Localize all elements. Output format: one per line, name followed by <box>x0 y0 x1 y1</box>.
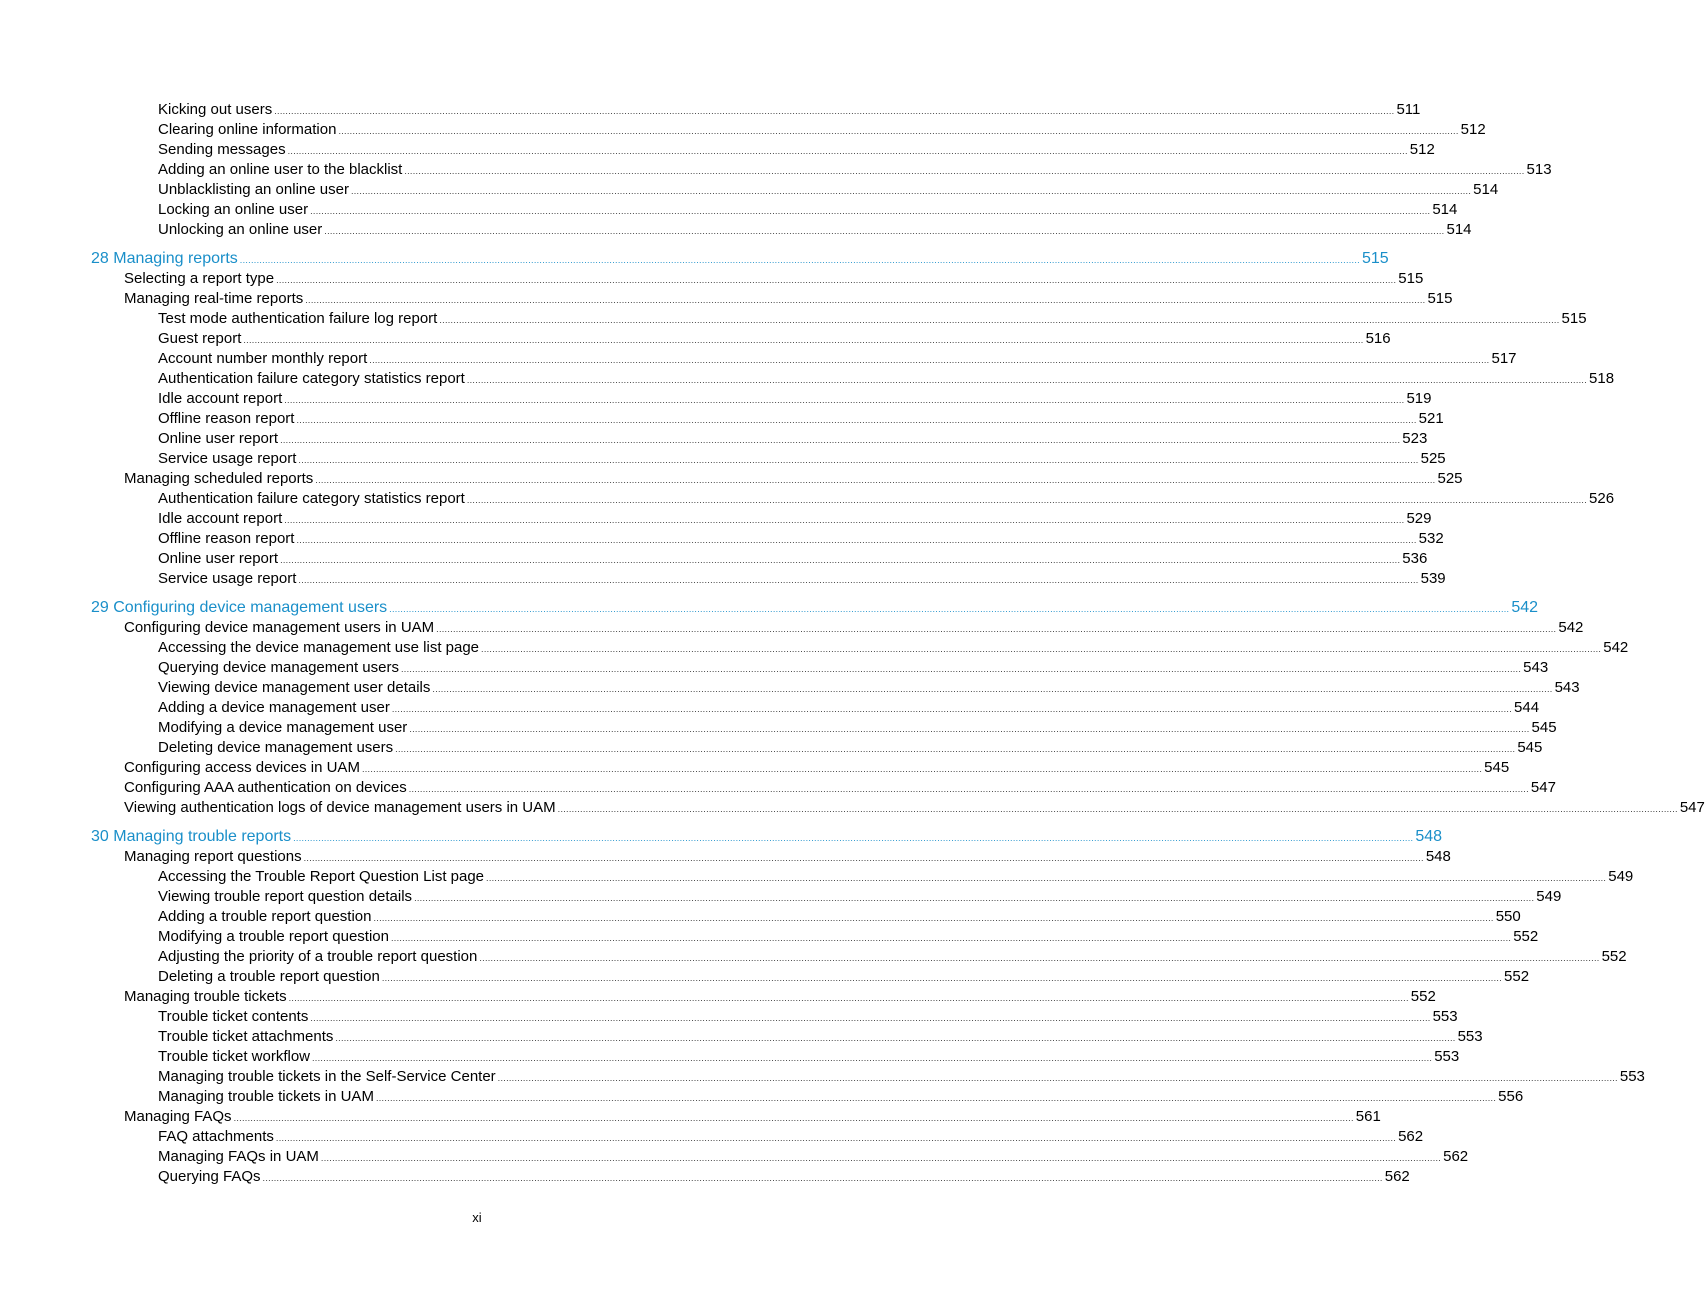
toc-leader-dots: ................................................................................................................................................................................................................................................................................................................................................................................................................ <box>481 644 1602 654</box>
toc-leader-dots: ................................................................................................................................................................................................................................................................................................................................................................................................................ <box>375 1093 1497 1103</box>
toc-entry-page: 525 <box>1420 450 1446 467</box>
toc-leader-dots: ................................................................................................................................................................................................................................................................................................................................................................................................................ <box>287 146 1408 156</box>
toc-entry-page: 514 <box>1446 221 1472 238</box>
toc-entry-page: 562 <box>1443 1148 1469 1165</box>
toc-leader-dots: ................................................................................................................................................................................................................................................................................................................................................................................................................ <box>324 226 1445 236</box>
toc-entry[interactable] <box>158 509 1432 529</box>
toc-entry-page: 512 <box>1460 121 1486 138</box>
toc-entry-title: Test mode authentication failure log report <box>158 310 438 327</box>
toc-entry-page: 553 <box>1434 1048 1460 1065</box>
toc-entry[interactable] <box>158 309 1587 329</box>
toc-chapter-entry[interactable] <box>91 249 1389 269</box>
toc-leader-dots: ................................................................................................................................................................................................................................................................................................................................................................................................................ <box>395 744 1516 754</box>
toc-leader-dots: ................................................................................................................................................................................................................................................................................................................................................................................................................ <box>486 873 1607 883</box>
toc-entry-title: Configuring device management users in UAM <box>124 619 435 636</box>
toc-entry-page: 542 <box>1511 599 1539 616</box>
toc-entry[interactable] <box>158 738 1543 758</box>
toc-entry-title: Offline reason report <box>158 530 295 547</box>
toc-entry-title: Service usage report <box>158 450 297 467</box>
toc-entry-title: Viewing trouble report question details <box>158 888 413 905</box>
toc-entry-page: 545 <box>1517 739 1543 756</box>
toc-entry-title: Deleting a trouble report question <box>158 968 380 985</box>
toc-entry-page: 553 <box>1619 1068 1645 1085</box>
toc-entry-page: 552 <box>1410 988 1436 1005</box>
toc-entry[interactable] <box>158 100 1421 120</box>
toc-entry[interactable] <box>124 798 1705 818</box>
toc-leader-dots: ................................................................................................................................................................................................................................................................................................................................................................................................................ <box>312 1053 1433 1063</box>
toc-entry[interactable] <box>158 1027 1483 1047</box>
toc-entry-page: 547 <box>1679 799 1705 816</box>
toc-entry-title: Managing FAQs in UAM <box>158 1148 319 1165</box>
toc-entry-title: Unlocking an online user <box>158 221 323 238</box>
toc-entry[interactable] <box>158 120 1486 140</box>
page-number: xi <box>472 1210 482 1225</box>
toc-entry-page: 511 <box>1396 101 1421 118</box>
toc-leader-dots: ................................................................................................................................................................................................................................................................................................................................................................................................................ <box>497 1073 1618 1083</box>
toc-entry[interactable] <box>158 569 1446 589</box>
toc-entry-page: 552 <box>1504 968 1530 985</box>
toc-entry-page: 513 <box>1526 161 1552 178</box>
toc-leader-dots: ................................................................................................................................................................................................................................................................................................................................................................................................................ <box>310 1013 1431 1023</box>
toc-entry[interactable] <box>158 329 1391 349</box>
toc-entry-page: 547 <box>1530 779 1556 796</box>
toc-entry-page: 545 <box>1531 719 1557 736</box>
toc-leader-dots: ................................................................................................................................................................................................................................................................................................................................................................................................................ <box>361 764 1483 774</box>
toc-entry[interactable] <box>158 718 1557 738</box>
toc-entry-page: 553 <box>1432 1008 1458 1025</box>
toc-entry[interactable] <box>124 758 1510 778</box>
toc-entry[interactable] <box>124 778 1556 798</box>
toc-entry-page: 556 <box>1498 1088 1524 1105</box>
toc-entry-title: FAQ attachments <box>158 1128 274 1145</box>
toc-entry-page: 526 <box>1589 490 1615 507</box>
toc-entry-page: 552 <box>1601 948 1627 965</box>
toc-leader-dots: ................................................................................................................................................................................................................................................................................................................................................................................................................ <box>298 455 1419 465</box>
toc-entry-title: Configuring AAA authentication on devices <box>124 779 407 796</box>
toc-entry-title: Accessing the Trouble Report Question List page <box>158 868 485 885</box>
toc-entry-title: Online user report <box>158 550 279 567</box>
toc-entry-page: 521 <box>1418 410 1444 427</box>
toc-entry[interactable] <box>158 1167 1410 1187</box>
toc-entry[interactable] <box>158 549 1428 569</box>
toc-entry-page: 552 <box>1513 928 1539 945</box>
toc-leader-dots: ................................................................................................................................................................................................................................................................................................................................................................................................................ <box>296 535 1417 545</box>
toc-entry[interactable] <box>158 369 1615 389</box>
toc-entry[interactable] <box>158 1067 1645 1087</box>
toc-leader-dots: ................................................................................................................................................................................................................................................................................................................................................................................................................ <box>400 664 1522 674</box>
toc-entry-title: Managing report questions <box>124 848 302 865</box>
toc-entry[interactable] <box>158 489 1615 509</box>
toc-entry[interactable] <box>158 529 1444 549</box>
toc-entry-title: Viewing device management user details <box>158 679 431 696</box>
toc-entry-title: Adding a device management user <box>158 699 390 716</box>
toc-leader-dots: ................................................................................................................................................................................................................................................................................................................................................................................................................ <box>335 1033 1456 1043</box>
toc-leader-dots: ................................................................................................................................................................................................................................................................................................................................................................................................................ <box>288 993 1409 1003</box>
toc-entry-title: 29 Configuring device management users <box>91 599 388 616</box>
toc-entry-page: 549 <box>1608 868 1634 885</box>
toc-entry-page: 516 <box>1365 330 1391 347</box>
toc-leader-dots: ................................................................................................................................................................................................................................................................................................................................................................................................................ <box>373 913 1494 923</box>
toc-entry-title: Managing scheduled reports <box>124 470 314 487</box>
toc-entry-page: 539 <box>1420 570 1446 587</box>
toc-entry-page: 562 <box>1398 1128 1424 1145</box>
toc-entry[interactable] <box>124 987 1436 1007</box>
toc-entry-page: 553 <box>1457 1028 1483 1045</box>
toc-entry[interactable] <box>158 1147 1469 1167</box>
toc-entry-page: 517 <box>1491 350 1517 367</box>
toc-chapter-entry[interactable] <box>91 827 1443 847</box>
toc-leader-dots: ................................................................................................................................................................................................................................................................................................................................................................................................................ <box>284 395 1405 405</box>
toc-entry-page: 525 <box>1437 470 1463 487</box>
toc-leader-dots: ................................................................................................................................................................................................................................................................................................................................................................................................................ <box>350 186 1472 196</box>
toc-entry-page: 529 <box>1406 510 1432 527</box>
toc-entry-page: 514 <box>1432 201 1458 218</box>
toc-entry-title: Idle account report <box>158 510 283 527</box>
toc-leader-dots: ................................................................................................................................................................................................................................................................................................................................................................................................................ <box>390 933 1512 943</box>
toc-leader-dots: ................................................................................................................................................................................................................................................................................................................................................................................................................ <box>262 1173 1383 1183</box>
toc-entry-page: 515 <box>1561 310 1587 327</box>
toc-entry[interactable] <box>158 429 1428 449</box>
toc-entry-title: Authentication failure category statistics report <box>158 370 465 387</box>
toc-entry-title: Configuring access devices in UAM <box>124 759 360 776</box>
toc-entry-page: 549 <box>1536 888 1562 905</box>
toc-leader-dots: ................................................................................................................................................................................................................................................................................................................................................................................................................ <box>315 475 1436 485</box>
toc-leader-dots: ................................................................................................................................................................................................................................................................................................................................................................................................................ <box>391 704 1513 714</box>
toc-entry-title: Querying device management users <box>158 659 399 676</box>
toc-entry[interactable] <box>158 160 1552 180</box>
toc-entry-page: 532 <box>1418 530 1444 547</box>
toc-entry-page: 515 <box>1361 250 1389 267</box>
toc-leader-dots: ................................................................................................................................................................................................................................................................................................................................................................................................................ <box>298 575 1419 585</box>
toc-entry-page: 562 <box>1384 1168 1410 1185</box>
toc-leader-dots: ................................................................................................................................................................................................................................................................................................................................................................................................................ <box>305 295 1426 305</box>
toc-leader-dots: ................................................................................................................................................................................................................................................................................................................................................................................................................ <box>479 953 1600 963</box>
toc-entry[interactable] <box>158 698 1540 718</box>
toc-entry[interactable] <box>158 678 1580 698</box>
toc-entry-page: 518 <box>1589 370 1615 387</box>
toc-leader-dots: ................................................................................................................................................................................................................................................................................................................................................................................................................ <box>432 684 1553 694</box>
toc-entry-page: 550 <box>1495 908 1521 925</box>
toc-entry-title: Sending messages <box>158 141 286 158</box>
toc-leader-dots: ................................................................................................................................................................................................................................................................................................................................................................................................................ <box>303 853 1424 863</box>
toc-leader-dots: ................................................................................................................................................................................................................................................................................................................................................................................................................ <box>557 804 1678 814</box>
toc-entry-page: 523 <box>1402 430 1428 447</box>
toc-entry-page: 548 <box>1425 848 1451 865</box>
toc-entry-page: 512 <box>1409 141 1435 158</box>
toc-entry[interactable] <box>158 658 1549 678</box>
toc-entry-page: 515 <box>1427 290 1453 307</box>
toc-entry[interactable] <box>158 907 1521 927</box>
toc-entry-title: Managing trouble tickets <box>124 988 287 1005</box>
toc-entry-title: Modifying a trouble report question <box>158 928 389 945</box>
toc-leader-dots: ................................................................................................................................................................................................................................................................................................................................................................................................................ <box>369 355 1490 365</box>
toc-entry-title: Online user report <box>158 430 279 447</box>
toc-leader-dots: ................................................................................................................................................................................................................................................................................................................................................................................................................ <box>409 724 1530 734</box>
toc-entry-page: 542 <box>1603 639 1629 656</box>
toc-leader-dots: ................................................................................................................................................................................................................................................................................................................................................................................................................ <box>293 833 1414 843</box>
toc-entry-title: Authentication failure category statistics report <box>158 490 465 507</box>
toc-entry[interactable] <box>158 200 1458 220</box>
toc-entry-title: Viewing authentication logs of device management users in UAM <box>124 799 556 816</box>
toc-entry-title: Trouble ticket contents <box>158 1008 309 1025</box>
toc-leader-dots: ................................................................................................................................................................................................................................................................................................................................................................................................................ <box>338 126 1459 136</box>
toc-entry-page: 514 <box>1473 181 1499 198</box>
toc-entry-title: Selecting a report type <box>124 270 275 287</box>
toc-entry[interactable] <box>158 389 1432 409</box>
toc-leader-dots: ................................................................................................................................................................................................................................................................................................................................................................................................................ <box>280 555 1401 565</box>
toc-entry-title: Deleting device management users <box>158 739 394 756</box>
toc-entry[interactable] <box>124 618 1584 638</box>
toc-leader-dots: ................................................................................................................................................................................................................................................................................................................................................................................................................ <box>239 255 1360 265</box>
toc-entry-title: Kicking out users <box>158 101 273 118</box>
toc-entry-title: Service usage report <box>158 570 297 587</box>
toc-leader-dots: ................................................................................................................................................................................................................................................................................................................................................................................................................ <box>296 415 1417 425</box>
toc-entry-title: Adding a trouble report question <box>158 908 372 925</box>
toc-entry-title: Account number monthly report <box>158 350 368 367</box>
toc-entry-title: Offline reason report <box>158 410 295 427</box>
toc-entry-page: 561 <box>1355 1108 1381 1125</box>
toc-entry[interactable] <box>158 449 1446 469</box>
toc-entry[interactable] <box>158 927 1539 947</box>
toc-entry[interactable] <box>124 1107 1381 1127</box>
toc-entry-title: Managing FAQs <box>124 1108 232 1125</box>
toc-leader-dots: ................................................................................................................................................................................................................................................................................................................................................................................................................ <box>414 893 1535 903</box>
toc-entry-title: Modifying a device management user <box>158 719 408 736</box>
toc-entry-title: Trouble ticket attachments <box>158 1028 334 1045</box>
toc-entry-page: 544 <box>1514 699 1540 716</box>
toc-entry[interactable] <box>158 1087 1524 1107</box>
toc-entry-page: 519 <box>1406 390 1432 407</box>
toc-entry[interactable] <box>124 847 1451 867</box>
toc-entry-title: Accessing the device management use list page <box>158 639 480 656</box>
toc-entry[interactable] <box>158 638 1629 658</box>
toc-entry-title: Guest report <box>158 330 242 347</box>
toc-entry[interactable] <box>158 1007 1458 1027</box>
toc-leader-dots: ................................................................................................................................................................................................................................................................................................................................................................................................................ <box>320 1153 1442 1163</box>
toc-leader-dots: ................................................................................................................................................................................................................................................................................................................................................................................................................ <box>276 275 1397 285</box>
toc-entry[interactable] <box>158 867 1634 887</box>
toc-entry-page: 548 <box>1415 828 1443 845</box>
toc-entry[interactable] <box>158 967 1530 987</box>
toc-entry-title: Clearing online information <box>158 121 337 138</box>
toc-entry[interactable] <box>124 269 1424 289</box>
toc-entry-title: Managing trouble tickets in UAM <box>158 1088 374 1105</box>
toc-entry-title: Idle account report <box>158 390 283 407</box>
toc-entry[interactable] <box>158 887 1562 907</box>
toc-leader-dots: ................................................................................................................................................................................................................................................................................................................................................................................................................ <box>275 1133 1397 1143</box>
toc-leader-dots: ................................................................................................................................................................................................................................................................................................................................................................................................................ <box>233 1113 1354 1123</box>
toc-entry[interactable] <box>158 140 1435 160</box>
toc-entry[interactable] <box>158 180 1499 200</box>
toc-entry-title: Trouble ticket workflow <box>158 1048 310 1065</box>
toc-leader-dots: ................................................................................................................................................................................................................................................................................................................................................................................................................ <box>466 375 1588 385</box>
toc-entry[interactable] <box>158 1047 1460 1067</box>
toc-entry-title: Querying FAQs <box>158 1168 261 1185</box>
toc-leader-dots: ................................................................................................................................................................................................................................................................................................................................................................................................................ <box>404 166 1525 176</box>
toc-leader-dots: ................................................................................................................................................................................................................................................................................................................................................................................................................ <box>280 435 1401 445</box>
toc-entry-page: 515 <box>1398 270 1424 287</box>
toc-entry-page: 542 <box>1558 619 1584 636</box>
toc-entry[interactable] <box>124 289 1453 309</box>
toc-entry-page: 536 <box>1402 550 1428 567</box>
toc-entry-title: 28 Managing reports <box>91 250 238 267</box>
toc-entry-page: 543 <box>1523 659 1549 676</box>
toc-entry-page: 543 <box>1554 679 1580 696</box>
toc-entry-title: Managing trouble tickets in the Self-Service Center <box>158 1068 496 1085</box>
toc-leader-dots: ................................................................................................................................................................................................................................................................................................................................................................................................................ <box>243 335 1364 345</box>
toc-leader-dots: ................................................................................................................................................................................................................................................................................................................................................................................................................ <box>408 784 1529 794</box>
toc-leader-dots: ................................................................................................................................................................................................................................................................................................................................................................................................................ <box>310 206 1431 216</box>
toc-entry[interactable] <box>124 469 1463 489</box>
toc-entry[interactable] <box>158 349 1517 369</box>
toc-entry-page: 545 <box>1484 759 1510 776</box>
toc-leader-dots: ................................................................................................................................................................................................................................................................................................................................................................................................................ <box>274 106 1395 116</box>
toc-entry-title: Adding an online user to the blacklist <box>158 161 403 178</box>
toc-entry[interactable] <box>158 1127 1424 1147</box>
toc-entry-title: 30 Managing trouble reports <box>91 828 292 845</box>
toc-entry[interactable] <box>158 220 1472 240</box>
toc-entry[interactable] <box>158 947 1627 967</box>
toc-leader-dots: ................................................................................................................................................................................................................................................................................................................................................................................................................ <box>284 515 1405 525</box>
toc-chapter-entry[interactable] <box>91 598 1539 618</box>
toc-leader-dots: ................................................................................................................................................................................................................................................................................................................................................................................................................ <box>381 973 1503 983</box>
toc-entry[interactable] <box>158 409 1444 429</box>
toc-entry-title: Adjusting the priority of a trouble report question <box>158 948 478 965</box>
toc-entry-title: Managing real-time reports <box>124 290 304 307</box>
toc-entry-title: Locking an online user <box>158 201 309 218</box>
toc-leader-dots: ................................................................................................................................................................................................................................................................................................................................................................................................................ <box>439 315 1560 325</box>
toc-leader-dots: ................................................................................................................................................................................................................................................................................................................................................................................................................ <box>389 604 1510 614</box>
toc-entry-title: Unblacklisting an online user <box>158 181 349 198</box>
toc-leader-dots: ................................................................................................................................................................................................................................................................................................................................................................................................................ <box>466 495 1588 505</box>
toc-leader-dots: ................................................................................................................................................................................................................................................................................................................................................................................................................ <box>436 624 1557 634</box>
